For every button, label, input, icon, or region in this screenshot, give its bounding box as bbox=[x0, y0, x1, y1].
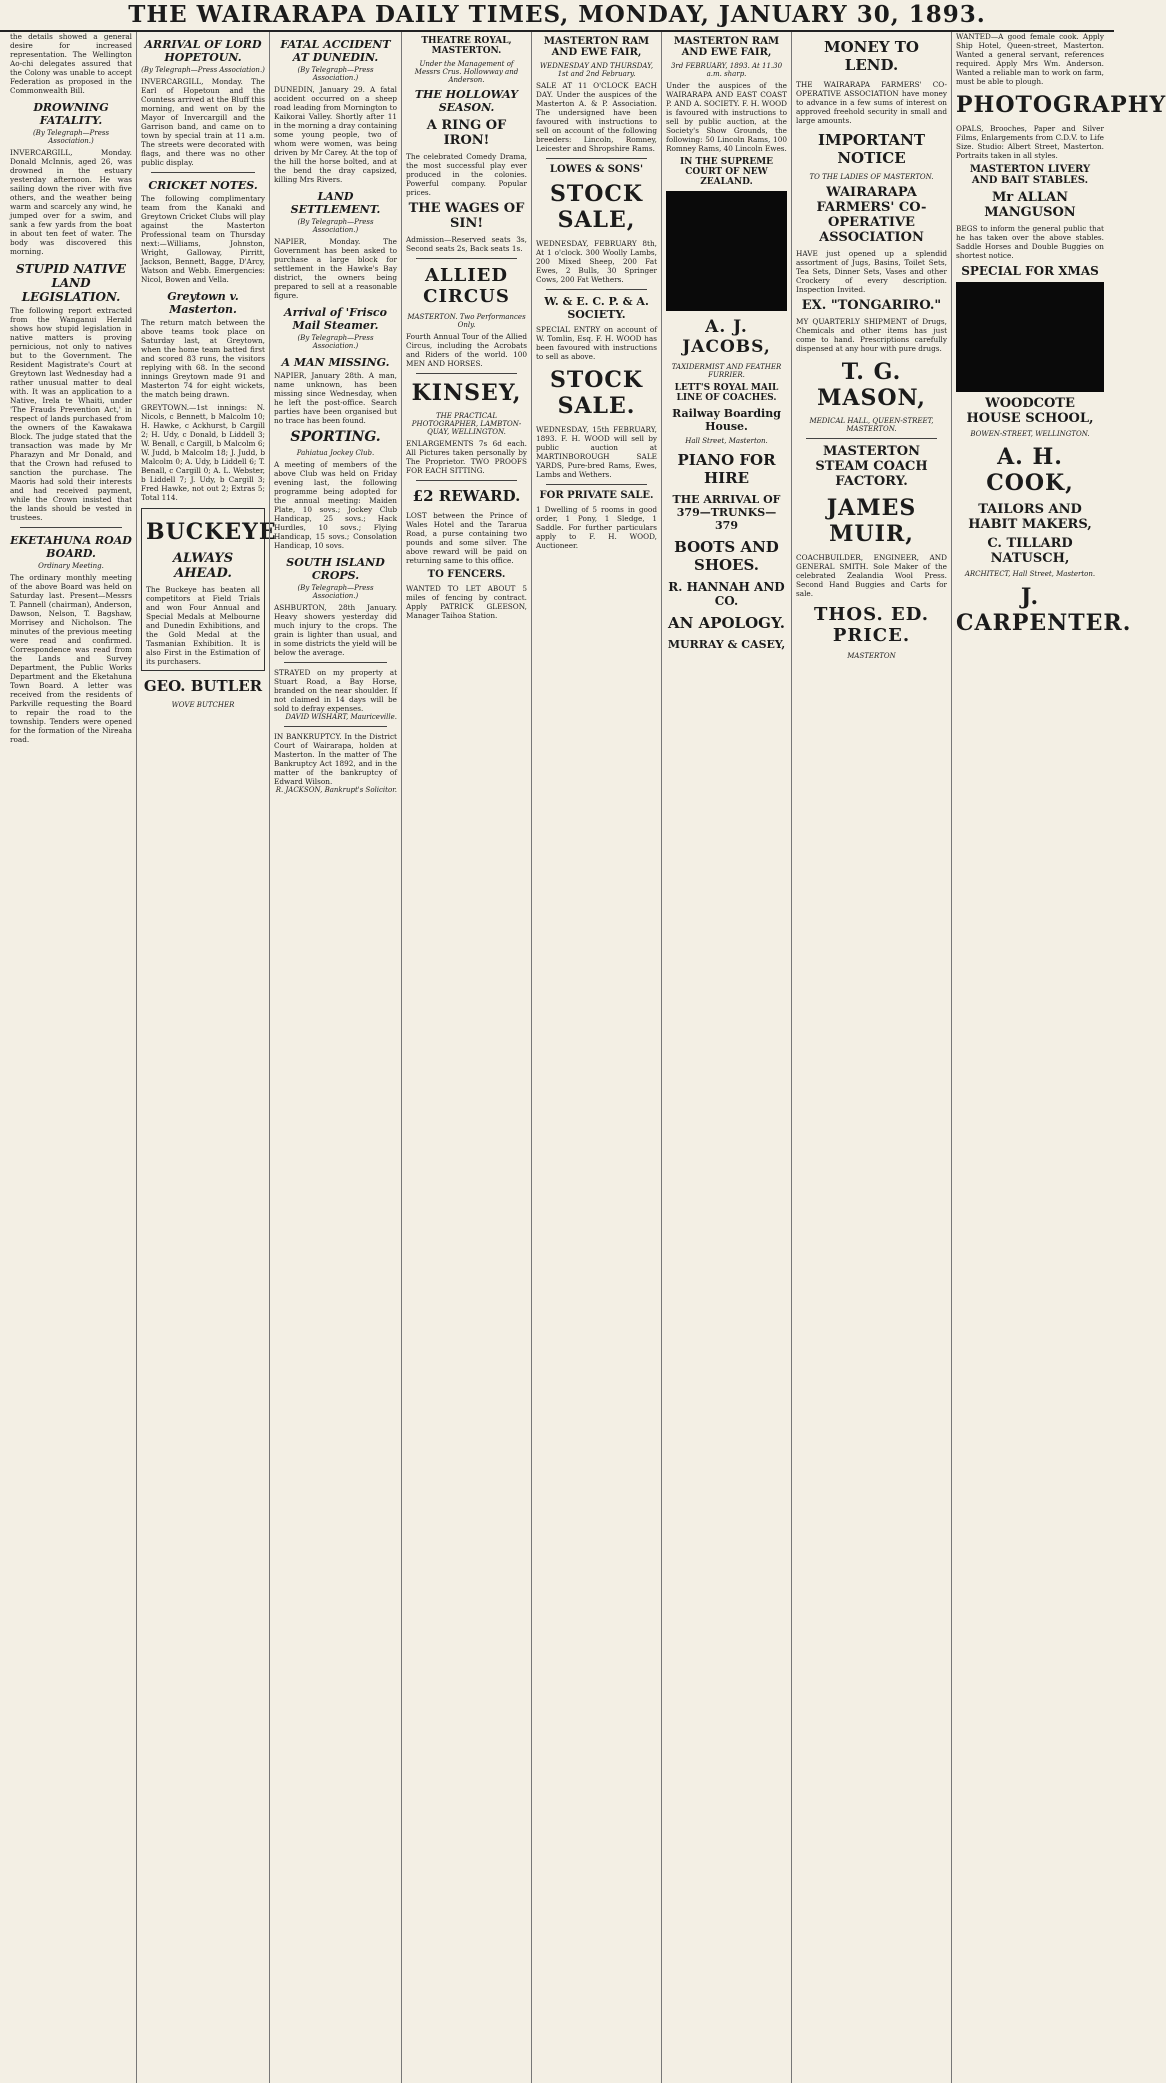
divider bbox=[416, 373, 517, 374]
col1-article-drowning: INVERCARGILL, Monday. Donald McInnis, aged 26, was drowned in the estuary yesterday afternoon. He was sailing down the river with five others, and the weather being warm and scarcely any wind, he jumped over for a swim, and sank a few yards from the boat in about ten feet of water. The body was discovered this morning. bbox=[10, 148, 132, 256]
col5-society-text: SPECIAL ENTRY on account of W. Tomlin, Esq. F. H. WOOD has been favoured with instructions to sell as above. bbox=[536, 325, 657, 361]
col4-kinsey-text: ENLARGEMENTS 7s 6d each. All Pictures taken personally by The Proprietor. TWO PROOFS FOR EACH SITTING. bbox=[406, 439, 527, 475]
col2-butler-subtitle: WOVE BUTCHER bbox=[171, 701, 235, 709]
col6-boarding-subtitle: Hall Street, Masterton. bbox=[685, 437, 768, 445]
col6-fair-title: MASTERTON RAM AND EWE FAIR, bbox=[673, 36, 780, 58]
col8-stables-title: MASTERTON LIVERY AND BAIT STABLES. bbox=[969, 164, 1091, 186]
col3-subhead-crops: (By Telegraph—Press Association.) bbox=[297, 584, 374, 600]
column-5 bbox=[531, 32, 661, 2083]
col5-stock-sale-text: WEDNESDAY, FEBRUARY 8th, At 1 o'clock. 300 Woolly Lambs, 200 Mixed Sheep, 200 Fat Ewes, 2 Bulls, 30 Springer Cows, 200 Fat Wethers. bbox=[536, 239, 657, 284]
col3-article-missing: NAPIER, January 28th. A man, name unknown, has been missing since Wednesday, when he left the post-office. Search parties have been organised but no trace has been found. bbox=[274, 371, 397, 425]
col3-subhead-frisco: (By Telegraph—Press Association.) bbox=[297, 334, 374, 350]
col3-subhead-sporting: Pahiatua Jockey Club. bbox=[296, 449, 375, 457]
col2-butler-title: GEO. BUTLER bbox=[143, 677, 263, 695]
col5-fair-title: MASTERTON RAM AND EWE FAIR, bbox=[543, 36, 650, 58]
col1-headline-road-board: EKETAHUNA ROAD BOARD. bbox=[10, 534, 132, 560]
col3-article-crops: ASHBURTON, 28th January. Heavy showers yesterday did much injury to the crops. The grain is lighter than usual, and in some districts the yield will be below the average. bbox=[274, 603, 397, 657]
col5-lowes-title: LOWES & SONS' bbox=[549, 164, 644, 175]
col5-stock-sale-2-text: WEDNESDAY, 15th FEBRUARY, 1893. F. H. WOOD will sell by public auction at MARTINBOROUGH SALE YARDS, Pure-bred Rams, Ewes, Lambs and Wethers. bbox=[536, 425, 657, 479]
col8-manguson-title: Mr ALLAN MANGUSON bbox=[984, 190, 1076, 220]
col3-headline-land: LAND SETTLEMENT. bbox=[290, 190, 381, 216]
col8-cook-title: A. H. COOK, bbox=[986, 444, 1074, 496]
col4-fencers-title: TO FENCERS. bbox=[427, 569, 506, 580]
col7-money-title: MONEY TO LEND. bbox=[824, 38, 919, 74]
col6-boots-title: BOOTS AND SHOES. bbox=[674, 538, 779, 574]
masthead bbox=[0, 0, 1114, 32]
col8-photography-text: OPALS, Brooches, Paper and Silver Films, Enlargements from C.D.V. to Life Size. Studio: Albert Street, Masterton. Portraits taken in all styles. bbox=[956, 124, 1104, 160]
col6-fair-text: Under the auspices of the WAIRARAPA AND EAST COAST P. AND A. SOCIETY. F. H. WOOD is favoured with instructions to sell by public auction, at the Society's Show Grounds, the following: 50 Lincoln Rams, 100 Romney Rams, 40 Lincoln Ewes. bbox=[666, 81, 787, 153]
col1-article-road-board: The ordinary monthly meeting of the above Board was held on Saturday last. Present—Messrs T. Pannell (chairman), Anderson, Dawson, Nelson, T. Bagshaw, Morrisey and Nicholson. The minutes of the previous meeting were read and confirmed. Correspondence was read from the Lands and Survey Department, the Public Works Department and the Eketahuna Town Board. A letter was received from the residents of Parkville requesting the Board to repair the road to the township. Tenders were opened for the formation of the Nireaha road. bbox=[10, 573, 132, 744]
col7-money-text: THE WAIRARAPA FARMERS' CO-OPERATIVE ASSOCIATION have money to advance in a few sums of interest on approved freehold security in small and large amounts. bbox=[796, 80, 947, 125]
col3-headline-fatal: FATAL ACCIDENT AT DUNEDIN. bbox=[280, 38, 391, 64]
col2-article-greytown: The return match between the above teams took place on Saturday last, at Greytown, when the home team batted first and scored 83 runs, the visitors replying with 68. In the second innings Greytown made 91 and Masterton 74 for eight wickets, the match being drawn. bbox=[141, 318, 265, 399]
col3-subhead-land: (By Telegraph—Press Association.) bbox=[297, 218, 374, 234]
col4-reward-text: LOST between the Prince of Wales Hotel and the Tararua Road, a purse containing two pounds and some silver. The above reward will be paid on returning same to this office. bbox=[406, 511, 527, 565]
col2-buckeye-text: The Buckeye has beaten all competitors at Field Trials and won Four Annual and Special Medals at Melbourne and Dunedin Exhibitions, and the Gold Medal at the Tasmanian Exhibition. It is also First in the Estimation of its purchasers. bbox=[146, 585, 260, 666]
col4-theatre-subtitle: Under the Management of Messrs Crus. Hollowway and Anderson. bbox=[414, 60, 519, 84]
col8-natusch-subtitle: ARCHITECT, Hall Street, Masterton. bbox=[964, 570, 1096, 578]
col2-score-list: GREYTOWN.—1st innings: N. Nicols, c Bennett, b Malcolm 10; H. Hawke, c Ackhurst, b Cargill 2; H. Udy, c Donald, b Liddell 3; W. Benall, c Cargill, b Malcolm 6; W. Judd, b Malcolm 18; J. Judd, b Malcolm 0; A. Udy, b Liddell 6; T. Benall, c Cargill 0; A. L. Webster, b Liddell 7; J. Udy, b Cargill 3; Fred Hawke, not out 2; Extras 5; Total 114. bbox=[141, 403, 265, 502]
col6-apology-subtitle: MURRAY & CASEY, bbox=[667, 638, 786, 651]
col7-muir-text: COACHBUILDER, ENGINEER, AND GENERAL SMITH. Sole Maker of the celebrated Zealandia Wool Press. Second Hand Buggies and Carts for sale. bbox=[796, 553, 947, 598]
col7-muir-title: JAMES MUIR, bbox=[826, 495, 917, 547]
col1-subhead-drowning: (By Telegraph—Press Association.) bbox=[32, 129, 110, 145]
col7-association-title: WAIRARAPA FARMERS' CO-OPERATIVE ASSOCIATION bbox=[816, 185, 927, 245]
col5-stock-sale-2-title: STOCK SALE. bbox=[549, 367, 644, 419]
col8-woodcote-title: WOODCOTE HOUSE SCHOOL, bbox=[966, 396, 1094, 426]
col5-fair-text: SALE AT 11 O'CLOCK EACH DAY. Under the auspices of the Masterton A. & P. Association. The undersigned have been favoured with instructions to sell on account of the following breeders: Lincoln, Romney, Leicester and Shropshire Rams. bbox=[536, 81, 657, 153]
col8-natusch-title: C. TILLARD NATUSCH, bbox=[987, 536, 1073, 566]
col2-headline-cricket: CRICKET NOTES. bbox=[148, 179, 258, 192]
col4-theatre-title: THEATRE ROYAL, MASTERTON. bbox=[421, 36, 512, 56]
col6-apology-title: AN APOLOGY. bbox=[668, 614, 785, 632]
col4-kinsey-title: KINSEY, bbox=[411, 380, 522, 406]
col1-lead-text: the details showed a general desire for increased representation. The Wellington Ao-chi delegates assured that the Colony was unable to accept Federation as proposed in the Commonwealth Bill. bbox=[10, 32, 132, 95]
col4-circus-title: ALLIED CIRCUS bbox=[423, 265, 510, 307]
col4-wages-text: Admission—Reserved seats 3s, Second seats 2s, Back seats 1s. bbox=[406, 235, 527, 253]
col8-xmas-title: SPECIAL FOR XMAS bbox=[961, 264, 1099, 278]
divider bbox=[806, 438, 937, 439]
col7-price-title: THOS. ED. PRICE. bbox=[814, 604, 929, 646]
col6-boarding-title: Railway Boarding House. bbox=[672, 407, 781, 433]
col3-bankruptcy-notice: IN BANKRUPTCY. In the District Court of Wairarapa, holden at Masterton. In the matter of The Bankruptcy Act 1892, and in the matter of the bankruptcy of Edward Wilson. bbox=[274, 732, 397, 786]
col6-jacobs-title: A. J. JACOBS, bbox=[682, 317, 771, 357]
col4-circus-text: Fourth Annual Tour of the Allied Circus, including the Acrobats and Riders of the world. 100 MEN AND HORSES. bbox=[406, 332, 527, 368]
col1-headline-native-land: STUPID NATIVE LAND LEGISLATION. bbox=[16, 262, 126, 304]
col4-circus-subtitle: MASTERTON. Two Performances Only. bbox=[407, 313, 526, 329]
col3-strayed-signature: DAVID WISHART, Mauriceville. bbox=[285, 713, 397, 721]
col3-headline-frisco: Arrival of 'Frisco Mail Steamer. bbox=[284, 306, 387, 332]
col4-ring-text: The celebrated Comedy Drama, the most successful play ever produced in the colonies. Powerful company. Popular prices. bbox=[406, 152, 527, 197]
col2-headline-greytown: Greytown v. Masterton. bbox=[167, 290, 239, 316]
col6-coaches-title: LETT'S ROYAL MAIL LINE OF COACHES. bbox=[674, 383, 779, 403]
col2-buckeye-subtitle: ALWAYS AHEAD. bbox=[172, 551, 234, 581]
col5-society-title: W. & E. C. P. & A. SOCIETY. bbox=[544, 295, 649, 321]
col4-holloway-title: THE HOLLOWAY SEASON. bbox=[414, 88, 519, 114]
col8-woodcote-subtitle: BOWEN-STREET, WELLINGTON. bbox=[970, 430, 1090, 438]
column-7 bbox=[791, 32, 951, 2083]
col3-headline-missing: A MAN MISSING. bbox=[281, 356, 390, 369]
col4-ring-title: A RING OF IRON! bbox=[426, 118, 507, 148]
col6-trunks-title: THE ARRIVAL OF 379—TRUNKS—379 bbox=[672, 493, 781, 532]
col3-article-land: NAPIER, Monday. The Government has been asked to purchase a large block for settlement in the Hawke's Bay district, the owners being prepared to sell at a reasonable figure. bbox=[274, 237, 397, 300]
col6-hannah-title: R. HANNAH AND CO. bbox=[668, 580, 785, 608]
column-6 bbox=[661, 32, 791, 2083]
col8-cook-subtitle: TAILORS AND HABIT MAKERS, bbox=[968, 502, 1092, 532]
col3-strayed-ad: STRAYED on my property at Stuart Road, a Bay Horse, branded on the near shoulder. If not claimed in 14 days will be sold to defray expenses. bbox=[274, 668, 397, 713]
divider bbox=[151, 172, 255, 173]
col6-fair-subtitle: 3rd FEBRUARY, 1893. At 11.30 a.m. sharp. bbox=[670, 62, 783, 78]
col7-notice-subtitle: TO THE LADIES OF MASTERTON. bbox=[809, 173, 934, 181]
redaction-block bbox=[666, 191, 787, 311]
col5-private-sale-text: 1 Dwelling of 5 rooms in good order, 1 Pony, 1 Sledge, 1 Saddle. For further particulars apply to F. H. WOOD, Auctioneer. bbox=[536, 505, 657, 550]
column-3 bbox=[269, 32, 401, 2083]
col8-wanted-text: WANTED—A good female cook. Apply Ship Hotel, Queen-street, Masterton. Wanted a general servant, references required. Apply Mrs Wm. Anderson. Wanted a reliable man to work on farm, must be able to plough. bbox=[956, 32, 1104, 86]
col2-article-hopetoun: INVERCARGILL, Monday. The Earl of Hopetoun and the Countess arrived at the Bluff this morning, and went on by the Mayor of Invercargill and the Garrison band, and came on to town by special train at 11 a.m. The streets were decorated with flags, and there was no other public display. bbox=[141, 77, 265, 167]
col8-carpenter-title: J. CARPENTER. bbox=[956, 584, 1132, 636]
col5-stock-sale-title: STOCK SALE, bbox=[549, 181, 644, 233]
col1-subhead-road-board: Ordinary Meeting. bbox=[38, 562, 104, 570]
col2-buckeye-title: BUCKEYE bbox=[146, 519, 277, 545]
col4-reward-title: £2 REWARD. bbox=[412, 487, 521, 505]
col7-association-text: HAVE just opened up a splendid assortment of Jugs, Basins, Toilet Sets, Tea Sets, Dinner Sets, Vases and other Crockery of every description. Inspection Invited. bbox=[796, 249, 947, 294]
col5-private-sale-title: FOR PRIVATE SALE. bbox=[539, 490, 654, 501]
col5-fair-subtitle: WEDNESDAY AND THURSDAY, 1st and 2nd February. bbox=[539, 62, 654, 78]
divider bbox=[546, 158, 647, 159]
col3-headline-sporting: SPORTING. bbox=[290, 429, 381, 445]
redaction-block bbox=[956, 282, 1104, 392]
col2-article-cricket: The following complimentary team from the Kanaki and Greytown Cricket Clubs will play against the Masterton Professional team on Thursday next:—Williams, Johnston, Wright, Galloway, Pirritt, Jackson, Bennett, Bagge, D'Arcy, Watson and Webb. Emergencies: Nicol, Bowen and Vella. bbox=[141, 194, 265, 284]
col4-fencers-text: WANTED TO LET ABOUT 5 miles of fencing by contract. Apply PATRICK GLEESON, Manager Taihoa Station. bbox=[406, 584, 527, 620]
col3-subhead-fatal: (By Telegraph—Press Association.) bbox=[297, 66, 374, 82]
divider bbox=[546, 289, 647, 290]
column-2 bbox=[136, 32, 277, 2083]
columns bbox=[6, 32, 1166, 2083]
column-4 bbox=[401, 32, 531, 2083]
col3-article-sporting: A meeting of members of the above Club was held on Friday evening last, the following programme being adopted for the annual meeting: Maiden Plate, 10 sovs.; Jockey Club Handicap, 25 sovs.; Hack Hurdles, 10 sovs.; Flying Handicap, 15 sovs.; Consolation Handicap, 10 sovs. bbox=[274, 460, 397, 550]
col2-buckeye-ad bbox=[141, 508, 277, 671]
col4-kinsey-subtitle: THE PRACTICAL PHOTOGRAPHER, LAMBTON-QUAY, WELLINGTON. bbox=[411, 412, 522, 436]
col8-manguson-text: BEGS to inform the general public that he has taken over the above stables. Saddle Horses and Double Buggies on shortest notice. bbox=[956, 224, 1104, 260]
col3-bankruptcy-signature: R. JACKSON, Bankrupt's Solicitor. bbox=[275, 786, 397, 794]
column-8 bbox=[951, 32, 1166, 2083]
col7-tongariro-title: EX. "TONGARIRO." bbox=[801, 298, 942, 313]
col1-headline-drowning: DROWNING FATALITY. bbox=[33, 101, 109, 127]
col4-wages-title: THE WAGES OF SIN! bbox=[408, 201, 525, 231]
column-1 bbox=[6, 32, 136, 2083]
masthead-title: THE WAIRARAPA DAILY TIMES, MONDAY, JANUARY 30, 1893. bbox=[128, 1, 986, 28]
col7-coach-factory-title: MASTERTON STEAM COACH FACTORY. bbox=[815, 444, 928, 489]
col6-jacobs-subtitle: TAXIDERMIST AND FEATHER FURRIER. bbox=[671, 363, 782, 379]
col2-subhead-hopetoun: (By Telegraph—Press Association.) bbox=[141, 66, 265, 74]
divider bbox=[284, 662, 387, 663]
divider bbox=[416, 258, 517, 259]
col7-tongariro-text: MY QUARTERLY SHIPMENT of Drugs, Chemicals and other items has just come to hand. Prescriptions carefully dispensed at any hour with pure drugs. bbox=[796, 317, 947, 353]
col1-article-native-land: The following report extracted from the Wanganui Herald shows how stupid legislation in native matters is proving pernicious, not only to natives but to the Government. The Resident Magistrate's Court at Greytown last Wednesday had a rather unusual matter to deal with. It was an application to a Native, Irela te Whaiti, under 'The Frauds Prevention Act,' in respect of lands purchased from the owners of the Kawakawa Block. The judge stated that the transaction was made by Mr Pharazyn and Mr Donald, and that the Crown had refused to sanction the purchase. The Maoris had sold their interests and had received payment, while the Crown insisted that the lands should be vested in trustees. bbox=[10, 306, 132, 522]
divider bbox=[20, 527, 122, 528]
divider bbox=[546, 484, 647, 485]
col6-court-title: IN THE SUPREME COURT OF NEW ZEALAND. bbox=[679, 157, 774, 187]
divider bbox=[416, 480, 517, 481]
col3-headline-crops: SOUTH ISLAND CROPS. bbox=[286, 556, 385, 582]
col8-photography-title: PHOTOGRAPHY bbox=[956, 92, 1166, 118]
col7-mason-title: T. G. MASON, bbox=[817, 359, 926, 411]
col7-notice-title: IMPORTANT NOTICE bbox=[817, 131, 926, 167]
col6-piano-title: PIANO FOR HIRE bbox=[677, 451, 776, 487]
divider bbox=[284, 726, 387, 727]
col7-mason-subtitle: MEDICAL HALL, QUEEN-STREET, MASTERTON. bbox=[809, 417, 934, 433]
col2-headline-hopetoun: ARRIVAL OF LORD HOPETOUN. bbox=[144, 38, 262, 64]
col3-article-fatal: DUNEDIN, January 29. A fatal accident occurred on a sheep road leading from Mornington to Kaikorai Valley. Shortly after 11 in the morning a dray containing some young people, two of whom were women, was being driven by Mr Carey. At the top of the hill the horse bolted, and at the bend the dray capsized, killing Mrs Rivers. bbox=[274, 85, 397, 184]
col7-price-subtitle: MASTERTON bbox=[847, 652, 896, 660]
